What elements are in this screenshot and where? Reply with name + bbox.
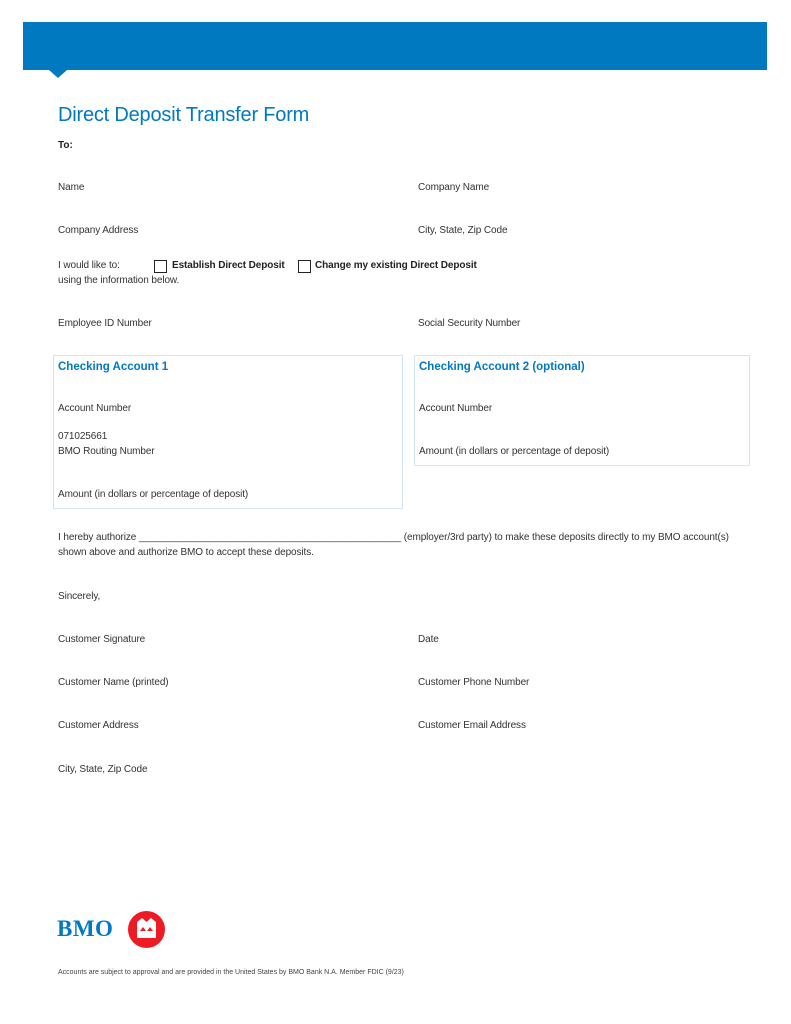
bmo-logo-text: BMO [57, 916, 114, 941]
routing-number-value: 071025661 [58, 431, 108, 442]
routing-number-label: BMO Routing Number [58, 446, 155, 457]
change-direct-deposit-label[interactable]: Change my existing Direct Deposit [315, 260, 477, 271]
page-title: Direct Deposit Transfer Form [58, 104, 310, 126]
establish-direct-deposit-checkbox[interactable] [154, 260, 167, 273]
establish-direct-deposit-label[interactable]: Establish Direct Deposit [172, 260, 285, 271]
company-name-field-label[interactable]: Company Name [418, 182, 490, 193]
banner-notch [49, 70, 67, 78]
intent-lead-text: I would like to: [58, 260, 120, 271]
bmo-m-bar-icon [128, 911, 165, 948]
footer-disclaimer: Accounts are subject to approval and are provided in the United States by BMO Bank N.A. Member FDIC (9/23) [58, 969, 404, 976]
company-city-state-zip-field-label[interactable]: City, State, Zip Code [418, 225, 508, 236]
sincerely-text: Sincerely, [58, 591, 101, 602]
customer-phone-field-label[interactable]: Customer Phone Number [418, 677, 530, 688]
name-field-label[interactable]: Name [58, 182, 85, 193]
checking-account-1-title: Checking Account 1 [58, 361, 169, 373]
bmo-roundel-icon [128, 911, 165, 948]
employer-blank-field[interactable]: ________________________________________________ [138, 532, 402, 543]
authorization-start: I hereby authorize [58, 532, 137, 543]
ssn-field-label[interactable]: Social Security Number [418, 318, 521, 329]
customer-signature-field-label[interactable]: Customer Signature [58, 634, 146, 645]
authorization-line-1 [58, 532, 729, 543]
date-field-label[interactable]: Date [418, 634, 439, 645]
customer-email-field-label[interactable]: Customer Email Address [418, 720, 526, 731]
customer-city-state-zip-field-label[interactable]: City, State, Zip Code [58, 764, 148, 775]
customer-address-field-label[interactable]: Customer Address [58, 720, 139, 731]
checking-account-2-title: Checking Account 2 (optional) [419, 361, 585, 373]
account-2-amount-field-label[interactable]: Amount (in dollars or percentage of deposit) [419, 446, 610, 457]
header-banner [23, 22, 767, 70]
authorization-end: (employer/3rd party) to make these deposits directly to my BMO account(s) [403, 532, 729, 543]
intent-trailing-text: using the information below. [58, 275, 180, 286]
change-direct-deposit-checkbox[interactable] [298, 260, 311, 273]
company-address-field-label[interactable]: Company Address [58, 225, 139, 236]
account-1-amount-field-label[interactable]: Amount (in dollars or percentage of deposit) [58, 489, 249, 500]
checking-account-2-box [414, 355, 750, 466]
account-1-number-field-label[interactable]: Account Number [58, 403, 132, 414]
to-label: To: [58, 140, 73, 151]
authorization-line-2: shown above and authorize BMO to accept these deposits. [58, 547, 314, 558]
customer-name-field-label[interactable]: Customer Name (printed) [58, 677, 169, 688]
account-2-number-field-label[interactable]: Account Number [419, 403, 493, 414]
checking-account-1-box [53, 355, 403, 509]
employee-id-field-label[interactable]: Employee ID Number [58, 318, 152, 329]
